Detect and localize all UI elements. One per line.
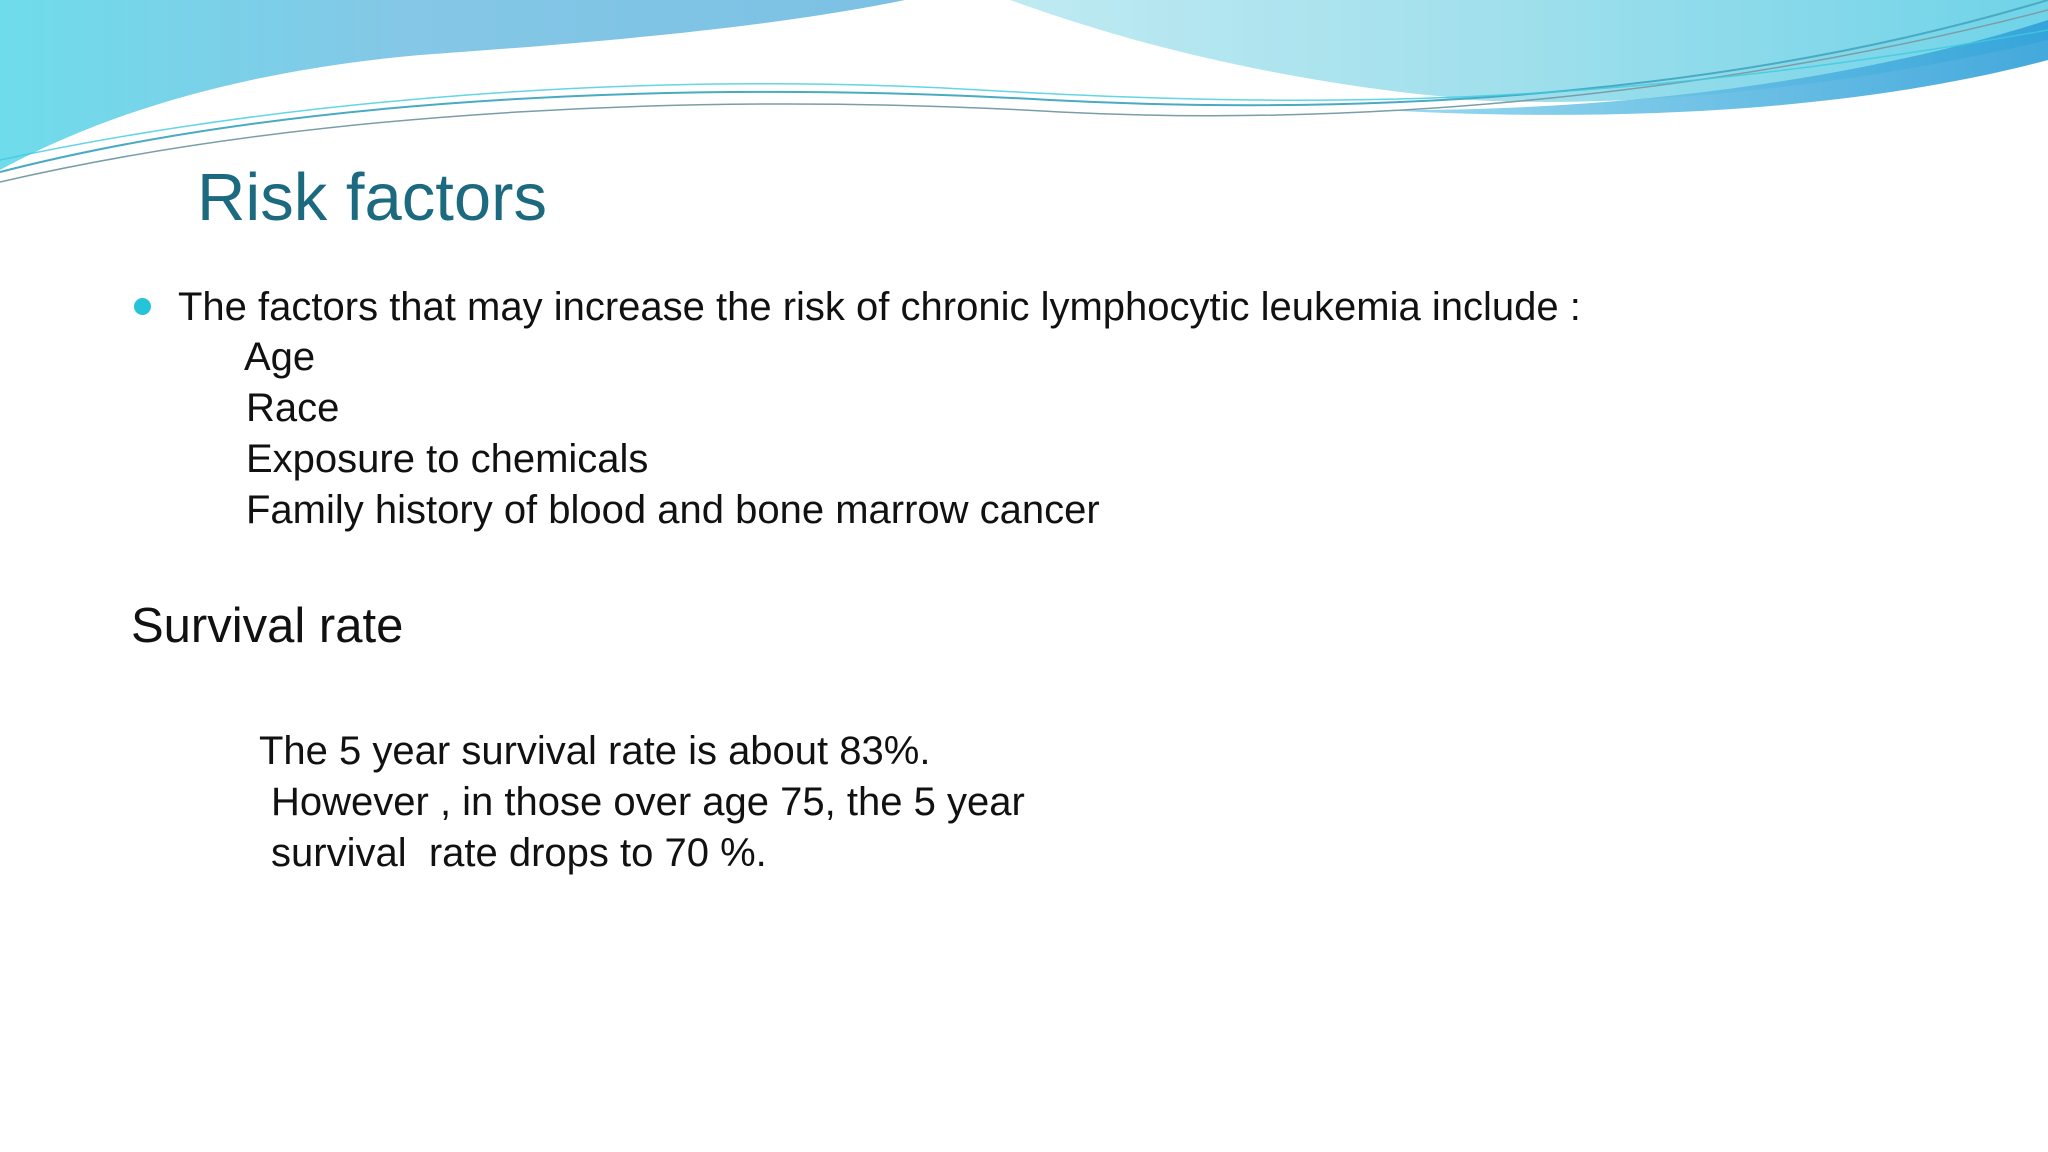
- risk-factor-list: [246, 332, 1100, 536]
- slide-title: Risk factors: [197, 160, 547, 235]
- survival-line: The 5 year survival rate is about 83%.: [259, 729, 931, 773]
- risk-factor-item: Age: [244, 335, 316, 379]
- survival-line: However , in those over age 75, the 5 year: [271, 780, 1025, 824]
- bullet-text: The factors that may increase the risk of chronic lymphocytic leukemia include :: [178, 285, 1581, 329]
- section-heading: Survival rate: [131, 599, 404, 653]
- risk-factor-item: Family history of blood and bone marrow cancer: [246, 488, 1100, 532]
- risk-factor-item: Exposure to chemicals: [246, 437, 649, 481]
- survival-paragraph: [259, 726, 1025, 879]
- survival-line: survival rate drops to 70 %.: [271, 831, 767, 875]
- bullet-dot-icon: [134, 298, 151, 315]
- risk-factor-item: Race: [246, 386, 340, 430]
